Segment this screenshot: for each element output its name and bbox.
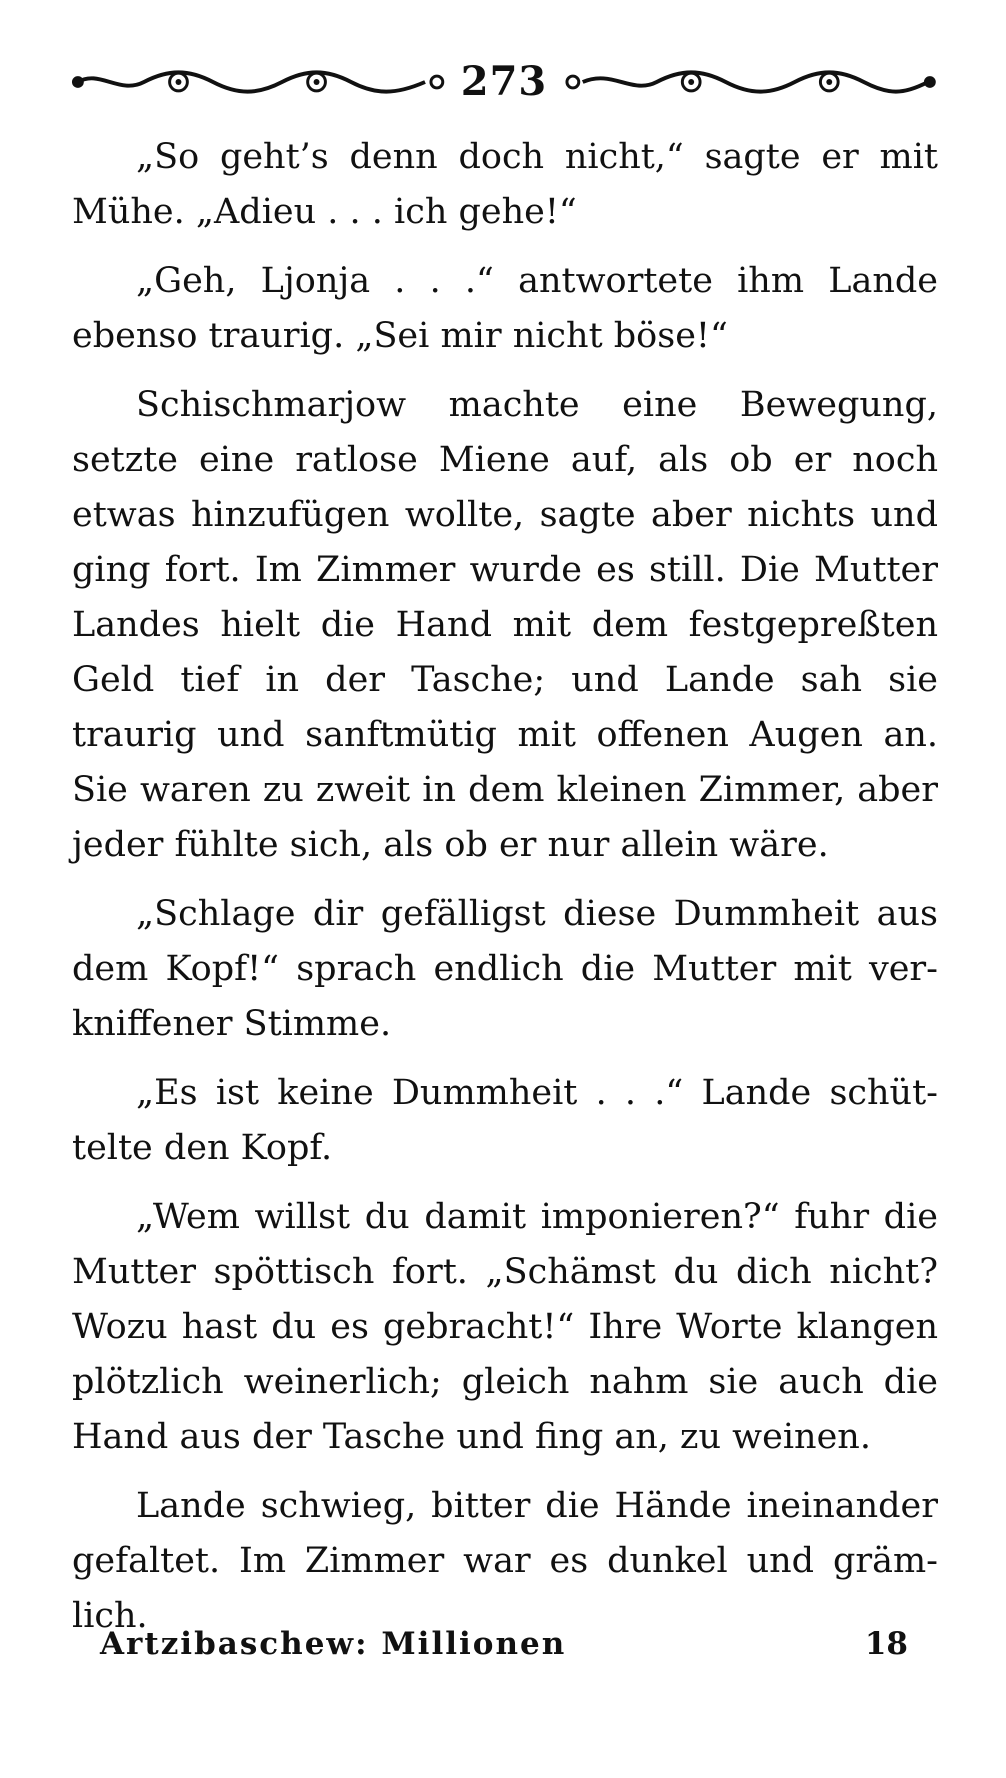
right-ornament-icon xyxy=(563,67,938,97)
left-ornament-icon xyxy=(70,67,445,97)
paragraph: „Schlage dir gefälligst diese Dummheit aus dem Kopf!“ sprach endlich die Mutter mit verkniffener Stimme. xyxy=(72,894,938,1044)
footer-signature: Artzibaschew: Millionen xyxy=(100,1626,567,1662)
body-text xyxy=(72,130,938,1658)
paragraph: „Wem willst du damit imponieren?“ fuhr die Mutter spöttisch fort. „Schämst du dich nicht? Wozu hast du es gebracht!“ Ihre Worte klangen plötzlich weinerlich; gleich nahm sie auch die Hand aus der Tasche und fing an, zu weinen. xyxy=(72,1197,938,1457)
paragraph: „Es ist keine Dummheit . . .“ Lande schüttelte den Kopf. xyxy=(72,1073,938,1168)
page-header xyxy=(70,52,938,112)
paragraph: „Geh, Ljonja . . .“ antwortete ihm Lande ebenso traurig. „Sei mir nicht böse!“ xyxy=(72,261,938,356)
paragraph: „So geht’s denn doch nicht,“ sagte er mit Mühe. „Adieu . . . ich gehe!“ xyxy=(72,137,938,232)
page-footer xyxy=(100,1626,908,1662)
page-number: 273 xyxy=(460,58,548,105)
paragraph: Schischmarjow machte eine Bewegung, setzte eine ratlose Miene auf, als ob er noch etwas hinzufügen wollte, sagte aber nichts und ging fort. Im Zimmer wurde es still. Die Mutter Landes hielt die Hand mit dem festgepreßten Geld tief in der Tasche; und Lande sah sie traurig und sanftmütig mit offenen Augen an. Sie waren zu zweit in dem kleinen Zimmer, aber jeder fühlte sich, als ob er nur allein wäre. xyxy=(72,385,938,865)
sheet-number: 18 xyxy=(864,1626,908,1662)
paragraph: Lande schwieg, bitter die Hände ineinander gefaltet. Im Zimmer war es dunkel und grämlich. xyxy=(72,1486,938,1636)
